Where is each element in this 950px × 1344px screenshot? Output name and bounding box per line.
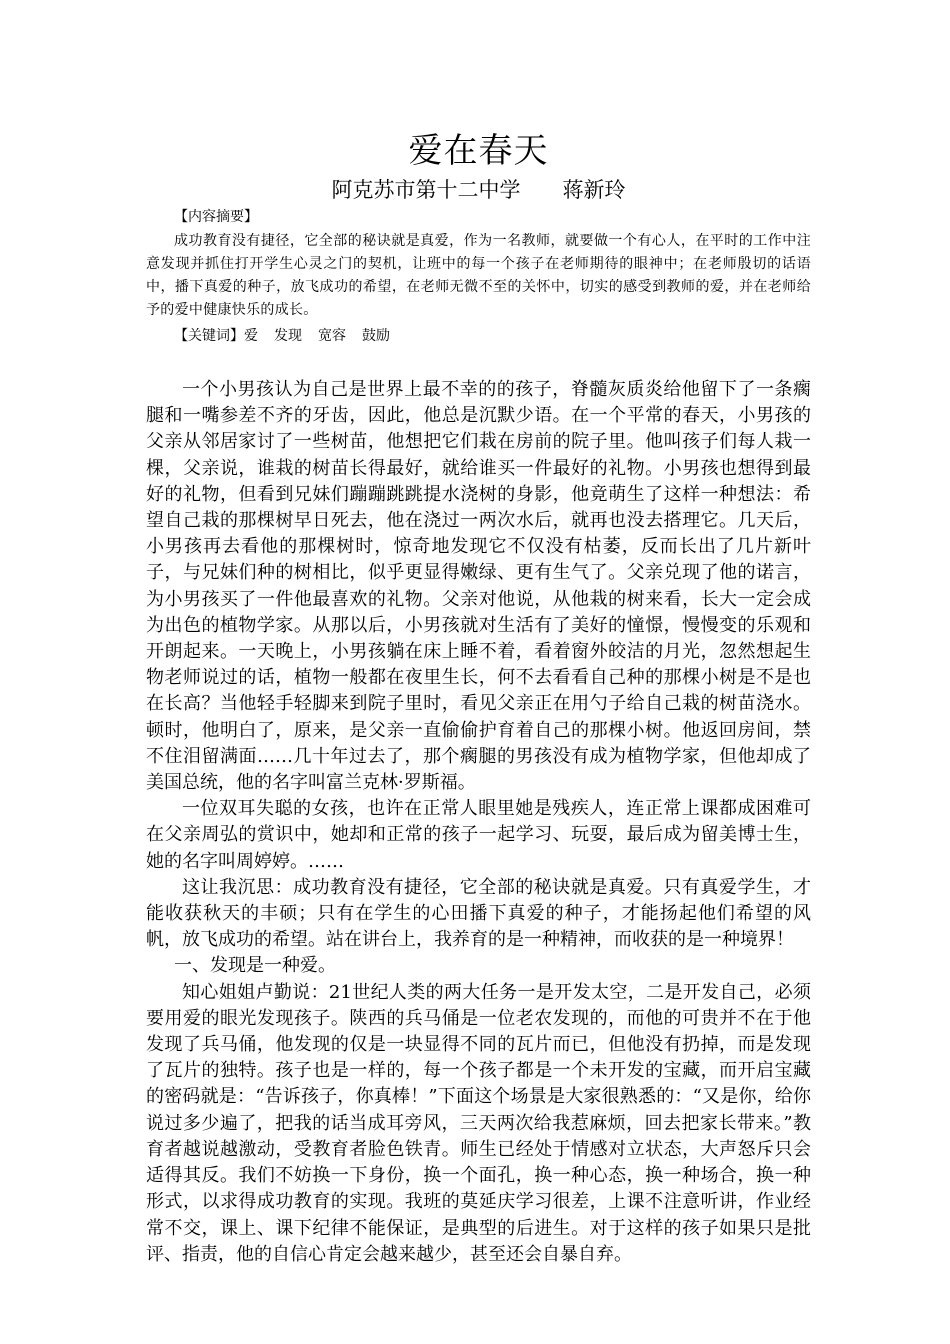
keyword-item: 宽容 — [318, 328, 346, 344]
abstract-heading: 【内容摘要】 — [174, 209, 258, 225]
keyword-item: 爱 — [244, 328, 258, 344]
keyword-item: 鼓励 — [362, 328, 390, 344]
section-heading: 一、发现是一种爱。 — [174, 955, 336, 977]
byline — [146, 176, 811, 204]
keyword-item: 发现 — [274, 328, 302, 344]
paragraph: 这让我沉思：成功教育没有捷径，它全部的秘诀就是真爱。只有真爱学生，才能收获秋天的丰硕；只有在学生的心田播下真爱的种子，才能扬起他们希望的风帆，放飞成功的希望。站在讲台上，我养育的是一种精神，而收获的是一种境界！ — [146, 876, 811, 951]
keywords-label: 【关键词】 — [174, 328, 244, 344]
article-body — [146, 377, 811, 1268]
paragraph: 一位双耳失聪的女孩，也许在正常人眼里她是残疾人，连正常上课都成困难可在父亲周弘的赏识中，她却和正常的孩子一起学习、玩耍，最后成为留美博士生，她的名字叫周婷婷。…… — [146, 798, 811, 872]
paragraph: 一个小男孩认为自己是世界上最不幸的的孩子，脊髓灰质炎给他留下了一条瘸腿和一嘴参差不齐的牙齿，因此，他总是沉默少语。在一个平常的春天，小男孩的父亲从邻居家讨了一些树苗，他想把它们栽在房前的院子里。他叫孩子们每人栽一棵，父亲说，谁栽的树苗长得最好，就给谁买一件最好的礼物。小男孩也想得到最好的礼物，但看到兄妹们蹦蹦跳跳提水浇树的身影，他竟萌生了这样一种想法：希望自己栽的那棵树早日死去，他在浇过一两次水后，就再也没去搭理它。几天后，小男孩再去看他的那棵树时，惊奇地发现它不仅没有枯萎，反而长出了几片新叶子，与兄妹们种的树相比，似乎更显得嫩绿、更有生气了。父亲兑现了他的诺言，为小男孩买了一件他最喜欢的礼物。父亲对他说，从他栽的树来看，长大一定会成为出色的植物学家。从那以后，小男孩就对生活有了美好的憧憬，慢慢变的乐观和开朗起来。一天晚上，小男孩躺在床上睡不着，看着窗外皎洁的月光，忽然想起生物老师说过的话，植物一般都在夜里生长，何不去看看自己种的那棵小树是不是也在长高？当他轻手轻脚来到院子里时，看见父亲正在用勺子给自己栽的树苗浇水。顿时，他明白了，原来，是父亲一直偷偷护育着自己的那棵小树。他返回房间，禁不住泪留满面……几十年过去了，那个瘸腿的男孩没有成为植物学家，但他却成了美国总统，他的名字叫富兰克林·罗斯福。 — [146, 379, 811, 794]
keywords — [174, 325, 811, 347]
author-name: 蒋新玲 — [562, 178, 626, 202]
paragraph: 知心姐姐卢勤说：21世纪人类的两大任务一是开发太空，二是开发自己，必须要用爱的眼光发现孩子。陕西的兵马俑是一位老农发现的，而他的可贵并不在于他发现了兵马俑，他发现的仅是一块显得不同的瓦片而已，但他没有扔掉，而是发现了瓦片的独特。孩子也是一样的，每一个孩子都是一个未开发的宝藏，而开启宝藏的密码就是：“告诉孩子，你真棒！”下面这个场景是大家很熟悉的：“又是你，给你说过多少遍了，把我的话当成耳旁风，三天两次给我惹麻烦，回去把家长带来。”教育者越说越激动，受教育者脸色铁青。师生已经处于情感对立状态，大声怒斥只会适得其反。我们不妨换一下身份，换一个面孔，换一种心态，换一种场合，换一种形式，以求得成功教育的实现。我班的莫延庆学习很差，上课不注意听讲，作业经常不交，课上、课下纪律不能保证，是典型的后进生。对于这样的孩子如果只是批评、指责，他的自信心肯定会越来越少，甚至还会自暴自弃。 — [146, 981, 811, 1265]
document-page — [146, 126, 811, 1268]
abstract-text: 成功教育没有捷径，它全部的秘诀就是真爱，作为一名教师，就要做一个有心人，在平时的工作中注意发现并抓住打开学生心灵之门的契机，让班中的每一个孩子在老师期待的眼神中；在老师殷切的话语中，播下真爱的种子，放飞成功的希望，在老师无微不至的关怀中，切实的感受到教师的爱，并在老师给予的爱中健康快乐的成长。 — [146, 233, 811, 318]
school-name: 阿克苏市第十二中学 — [331, 178, 521, 202]
document-title: 爱在春天 — [408, 131, 549, 171]
